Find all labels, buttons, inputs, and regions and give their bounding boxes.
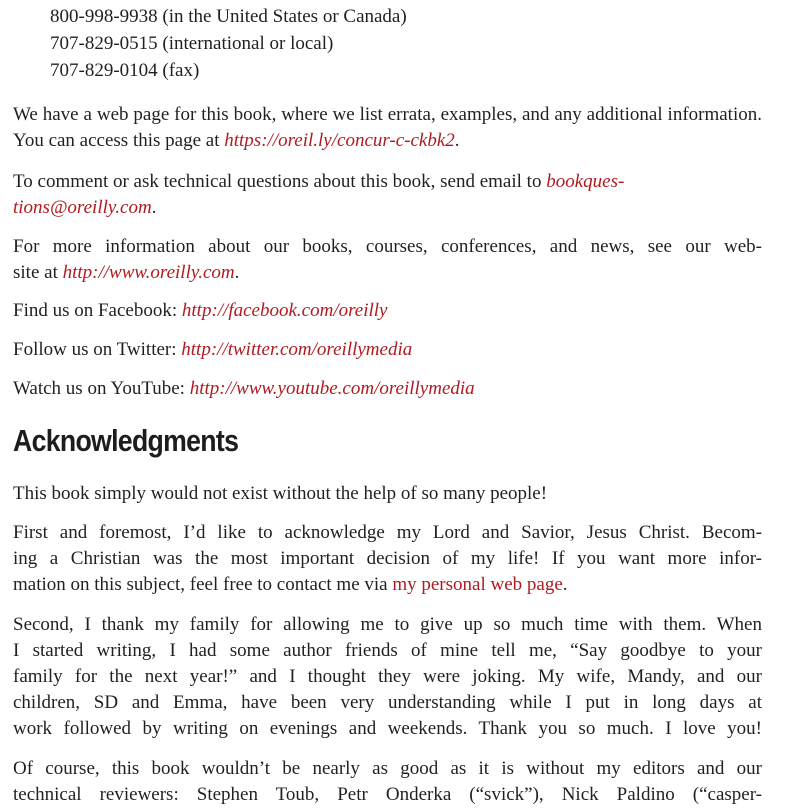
contact-line-us-canada: 800-998-9938 (in the United States or Canada) (50, 6, 407, 27)
email-text: To comment or ask technical questions about this book, send email to (13, 171, 547, 192)
book-web-page-link[interactable]: https://oreil.ly/concur-c-ckbk2 (224, 130, 455, 151)
email-paragraph (13, 169, 762, 221)
acknowledgments-heading: Acknowledgments (13, 423, 239, 458)
email-link-part2: tions@oreilly.com (13, 197, 152, 218)
email-period: . (151, 197, 157, 218)
youtube-link[interactable]: http://www.youtube.com/oreillymedia (189, 378, 475, 399)
more-info-paragraph (13, 234, 762, 286)
facebook-paragraph (13, 298, 762, 324)
facebook-link[interactable]: http://facebook.com/oreilly (181, 300, 388, 321)
ack4-line2: technical reviewers: Stephen Toub, Petr Onderka (“svick”), Nick Paldino (“casper- (13, 784, 762, 805)
personal-web-page-link[interactable]: my personal web page (392, 574, 563, 595)
ack3-line3: family for the next year!” and I thought they were joking. My wife, Mandy, and our (13, 666, 762, 687)
ack2-line2: ing a Christian was the most important decision of my life! If you want more infor- (13, 548, 762, 569)
more-info-line2: site at (13, 262, 63, 283)
oreilly-website-link[interactable]: http://www.oreilly.com (62, 262, 235, 283)
ack4-line1: Of course, this book wouldn’t be nearly as good as it is without my editors and our (13, 758, 762, 779)
acknowledgments-paragraph-3 (13, 612, 762, 742)
ack2-period: . (562, 574, 568, 595)
ack3-line4: children, SD and Emma, have been very understanding while I put in long days at (13, 692, 762, 713)
web-page-text: We have a web page for this book, where we list errata, examples, and any additional information. You can access this page at (13, 104, 762, 151)
youtube-paragraph (13, 376, 762, 402)
more-info-period: . (234, 262, 240, 283)
ack2-line3: mation on this subject, feel free to contact me via (13, 574, 393, 595)
ack2-line1: First and foremost, I’d like to acknowledge my Lord and Savior, Jesus Christ. Becom- (13, 522, 762, 543)
acknowledgments-paragraph-1: This book simply would not exist without the help of so many people! (13, 483, 548, 504)
contact-phone-list (13, 3, 762, 84)
ack3-line5: work followed by writing on evenings and weekends. Thank you so much. I love you! (13, 718, 762, 739)
ack3-line2: I started writing, I had some author friends of mine tell me, “Say goodbye to your (13, 640, 762, 661)
contact-line-fax: 707-829-0104 (fax) (50, 60, 200, 81)
acknowledgments-paragraph-4 (13, 756, 762, 808)
email-link-part1: bookques- (546, 171, 625, 192)
facebook-label: Find us on Facebook: (13, 300, 182, 321)
twitter-link[interactable]: http://twitter.com/oreillymedia (181, 339, 413, 360)
ack3-line1: Second, I thank my family for allowing me to give up so much time with them. When (13, 614, 762, 635)
twitter-label: Follow us on Twitter: (13, 339, 182, 360)
contact-line-international: 707-829-0515 (international or local) (50, 33, 334, 54)
more-info-line1: For more information about our books, courses, conferences, and news, see our web- (13, 236, 762, 257)
twitter-paragraph (13, 337, 762, 363)
acknowledgments-paragraph-2 (13, 520, 762, 598)
book-page (13, 0, 762, 805)
web-page-period: . (454, 130, 460, 151)
youtube-label: Watch us on YouTube: (13, 378, 190, 399)
web-page-paragraph (13, 102, 762, 154)
